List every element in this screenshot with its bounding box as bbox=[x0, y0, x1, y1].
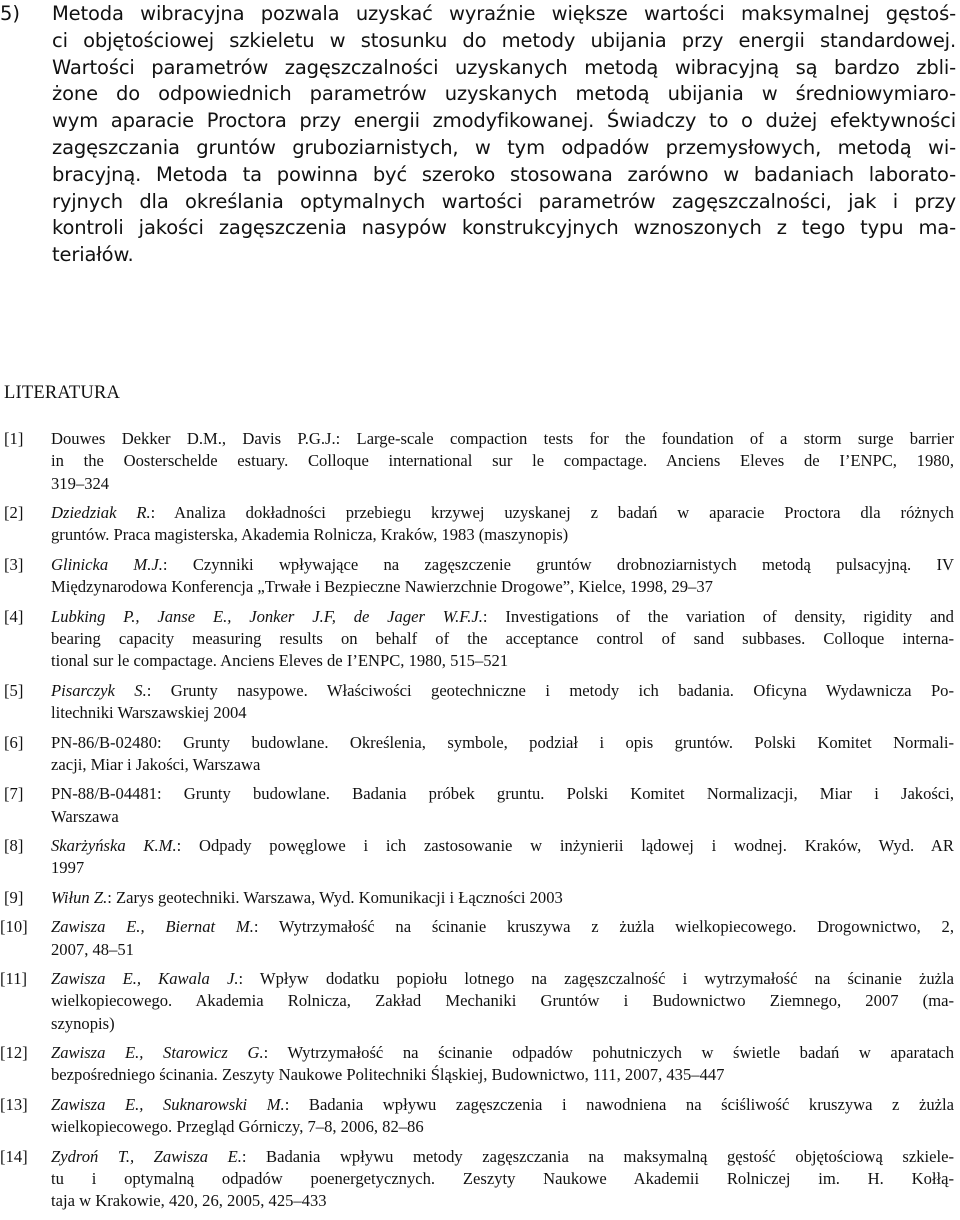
point-text bbox=[52, 1, 956, 269]
reference-text bbox=[51, 1146, 954, 1213]
reference-line-text: : Badania wpływu metody zagęszczania na maksymalną gęstość objętościową szkiele- bbox=[241, 1146, 954, 1166]
reference-item bbox=[0, 502, 960, 547]
reference-text bbox=[51, 887, 954, 909]
reference-author: Glinicka M.J. bbox=[51, 554, 163, 574]
reference-line-text: tu i optymalną odpadów poenergetycznych. Zeszyty Naukowe Akademii Rolniczej im. H. Kołłą- bbox=[51, 1169, 954, 1189]
reference-line-text: zacji, Miar i Jakości, Warszawa bbox=[51, 754, 261, 774]
reference-line-text: : Wpływ dodatku popiołu lotnego na zagęszczalność i wytrzymałość na ścinanie żużla bbox=[238, 969, 954, 989]
reference-line bbox=[51, 1042, 954, 1064]
reference-number: [2] bbox=[4, 503, 24, 523]
reference-line-text: litechniki Warszawskiej 2004 bbox=[51, 703, 247, 723]
reference-number: [11] bbox=[0, 969, 28, 989]
reference-line-text: wielkopiecowego. Przegląd Górniczy, 7–8, 2006, 82–86 bbox=[51, 1117, 424, 1137]
reference-line bbox=[51, 1013, 954, 1035]
reference-line bbox=[51, 732, 954, 754]
reference-line bbox=[51, 835, 954, 857]
reference-line bbox=[51, 606, 954, 628]
reference-line-text: : Wytrzymałość na ścinanie odpadów pohutniczych w świetle badań w aparatach bbox=[263, 1043, 954, 1063]
conclusion-point bbox=[0, 1, 960, 269]
reference-author: Douwes Dekker D.M., Davis P.G.J. bbox=[51, 429, 336, 448]
reference-number: [3] bbox=[4, 554, 24, 574]
reference-line-text: : Odpady powęglowe i ich zastosowanie w inżynierii lądowej i wodnej. Kraków, Wyd. AR bbox=[176, 836, 954, 856]
reference-number: [6] bbox=[4, 732, 24, 752]
reference-number: [1] bbox=[4, 429, 24, 448]
reference-line bbox=[51, 554, 954, 576]
reference-line bbox=[51, 702, 954, 724]
reference-line-text: Międzynarodowa Konferencja „Trwałe i Bezpieczne Nawierzchnie Drogowe”, Kielce, 1998, 29–37 bbox=[51, 577, 713, 597]
reference-line bbox=[51, 783, 954, 805]
reference-number: [8] bbox=[4, 836, 24, 856]
reference-author: Zawisza E., Suknarowski M. bbox=[51, 1094, 285, 1114]
reference-line-text: taja w Krakowie, 420, 26, 2005, 425–433 bbox=[51, 1191, 327, 1211]
reference-item bbox=[0, 1042, 960, 1087]
reference-item bbox=[0, 783, 960, 828]
reference-line bbox=[51, 650, 954, 672]
reference-line bbox=[51, 450, 954, 472]
reference-number: [5] bbox=[4, 680, 24, 700]
reference-text bbox=[51, 916, 954, 961]
point-number: 5) bbox=[0, 2, 21, 25]
reference-line bbox=[51, 1190, 954, 1212]
reference-line bbox=[51, 887, 954, 909]
reference-line-text: szynopis) bbox=[51, 1013, 115, 1033]
reference-line-text: gruntów. Praca magisterska, Akademia Rolnicza, Kraków, 1983 (maszynopis) bbox=[51, 525, 569, 545]
reference-author: Skarżyńska K.M. bbox=[51, 836, 177, 856]
reference-text bbox=[51, 732, 954, 777]
reference-line-text: : Zarys geotechniki. Warszawa, Wyd. Komunikacji i Łączności 2003 bbox=[107, 887, 563, 907]
reference-line-text: 2007, 48–51 bbox=[51, 939, 134, 959]
reference-line-text: 319–324 bbox=[51, 473, 110, 493]
reference-line-text: PN-86/B-02480: Grunty budowlane. Określenia, symbole, podział i opis gruntów. Polski Komitet Normali- bbox=[51, 732, 954, 752]
reference-text bbox=[51, 502, 954, 547]
reference-item bbox=[0, 887, 960, 909]
reference-line bbox=[51, 990, 954, 1012]
reference-text bbox=[51, 835, 954, 880]
reference-number: [13] bbox=[0, 1094, 28, 1114]
reference-line bbox=[51, 1064, 954, 1086]
point-line: Metoda wibracyjna pozwala uzyskać wyraźnie większe wartości maksymalnej gęstoś- bbox=[52, 2, 956, 25]
reference-item bbox=[0, 1094, 960, 1139]
reference-line-text: : Large-scale compaction tests for the foundation of a storm surge barrier bbox=[335, 429, 955, 448]
reference-author: Zawisza E., Starowicz G. bbox=[51, 1043, 264, 1063]
reference-item bbox=[0, 1146, 960, 1213]
point-line: bracyjną. Metoda ta powinna być szeroko stosowana zarówno w badaniach laborato- bbox=[52, 162, 956, 186]
reference-author: Zawisza E., Kawala J. bbox=[51, 969, 239, 989]
point-line: ryjnych dla określania optymalnych wartości parametrów zagęszczalności, jak i przy bbox=[52, 189, 956, 213]
reference-author: Lubking P., Janse E., Jonker J.F, de Jager W.F.J. bbox=[51, 606, 483, 626]
reference-text bbox=[51, 680, 954, 725]
reference-author: Zydroń T., Zawisza E. bbox=[51, 1146, 242, 1166]
reference-text bbox=[51, 968, 954, 1035]
reference-line bbox=[51, 428, 954, 450]
reference-line bbox=[51, 576, 954, 598]
reference-line bbox=[51, 754, 954, 776]
reference-item bbox=[0, 554, 960, 599]
reference-text bbox=[51, 428, 954, 495]
reference-number: [10] bbox=[0, 917, 28, 937]
reference-item bbox=[0, 968, 960, 1035]
reference-text bbox=[51, 1094, 954, 1139]
point-line: kontroli jakości zagęszczenia nasypów konstrukcyjnych wznoszonych z tego typu ma- bbox=[52, 216, 956, 240]
reference-item bbox=[0, 732, 960, 777]
reference-line bbox=[51, 1168, 954, 1190]
reference-author: Zawisza E., Biernat M. bbox=[51, 917, 254, 937]
reference-text bbox=[51, 1042, 954, 1087]
reference-line bbox=[51, 524, 954, 546]
reference-text bbox=[51, 554, 954, 599]
reference-line bbox=[51, 1116, 954, 1138]
reference-line bbox=[51, 939, 954, 961]
reference-author: Pisarczyk S. bbox=[51, 680, 147, 700]
literature-heading: LITERATURA bbox=[4, 383, 121, 403]
reference-line bbox=[51, 806, 954, 828]
reference-line-text: bezpośredniego ścinania. Zeszyty Naukowe Politechniki Śląskiej, Budownictwo, 111, 2007, 435–447 bbox=[51, 1065, 725, 1085]
reference-line-text: : Analiza dokładności przebiegu krzywej uzyskanej z badań w aparacie Proctora dla różnych bbox=[150, 503, 954, 523]
reference-line bbox=[51, 1094, 954, 1116]
reference-line bbox=[51, 502, 954, 524]
reference-line-text: tional sur le compactage. Anciens Eleves de I’ENPC, 1980, 515–521 bbox=[51, 651, 509, 671]
reference-line-text: in the Oosterschelde estuary. Colloque international sur le compactage. Anciens Eleves de I’ENPC, 1980, bbox=[51, 451, 954, 471]
point-line: teriałów. bbox=[52, 243, 134, 267]
reference-text bbox=[51, 783, 954, 828]
point-line: żone do odpowiednich parametrów uzyskanych metodą ubijania w średniowymiaro- bbox=[52, 82, 956, 106]
point-line: zagęszczania gruntów gruboziarnistych, w tym odpadów przemysłowych, metodą wi- bbox=[52, 135, 956, 159]
reference-item bbox=[0, 835, 960, 880]
reference-line bbox=[51, 857, 954, 879]
reference-author: Dziedziak R. bbox=[51, 503, 151, 523]
reference-item bbox=[0, 916, 960, 961]
reference-number: [7] bbox=[4, 784, 24, 804]
reference-line-text: PN-88/B-04481: Grunty budowlane. Badania próbek gruntu. Polski Komitet Normalizacji, Miar i Jakości, bbox=[51, 784, 954, 804]
reference-line-text: bearing capacity measuring results on behalf of the acceptance control of sand subbases. Colloque interna- bbox=[51, 628, 954, 648]
reference-line-text: : Czynniki wpływające na zagęszczenie gruntów drobnoziarnistych metodą pulsacyjną. IV bbox=[162, 554, 954, 574]
reference-list bbox=[0, 428, 960, 1220]
reference-line-text: : Badania wpływu zagęszczenia i nawodniena na ściśliwość kruszywa z żużla bbox=[284, 1094, 954, 1114]
reference-line bbox=[51, 1146, 954, 1168]
reference-line-text: : Investigations of the variation of density, rigidity and bbox=[482, 606, 954, 626]
reference-line bbox=[51, 916, 954, 938]
reference-line-text: wielkopiecowego. Akademia Rolnicza, Zakład Mechaniki Gruntów i Budownictwo Ziemnego, 2007 (ma- bbox=[51, 991, 954, 1011]
reference-line bbox=[51, 628, 954, 650]
point-line: Wartości parametrów zagęszczalności uzyskanych metodą wibracyjną są bardzo zbli- bbox=[52, 55, 956, 79]
reference-line-text: Warszawa bbox=[51, 806, 119, 826]
reference-line bbox=[51, 680, 954, 702]
reference-line bbox=[51, 473, 954, 495]
reference-number: [9] bbox=[4, 887, 24, 907]
reference-author: Wiłun Z. bbox=[51, 887, 108, 907]
reference-line-text: : Wytrzymałość na ścinanie kruszywa z żużla wielkopiecowego. Drogownictwo, 2, bbox=[253, 917, 954, 937]
point-line: ci objętościowej szkieletu w stosunku do metody ubijania przy energii standardowej. bbox=[52, 28, 956, 52]
reference-text bbox=[51, 606, 954, 673]
reference-number: [12] bbox=[0, 1043, 28, 1063]
reference-line bbox=[51, 968, 954, 990]
reference-item bbox=[0, 428, 960, 495]
reference-line-text: : Grunty nasypowe. Właściwości geotechniczne i metody ich badania. Oficyna Wydawnicza Po- bbox=[146, 680, 954, 700]
reference-item bbox=[0, 680, 960, 725]
reference-number: [14] bbox=[0, 1146, 28, 1166]
reference-line-text: 1997 bbox=[51, 858, 85, 878]
reference-number: [4] bbox=[4, 606, 24, 626]
point-line: wym aparacie Proctora przy energii zmodyfikowanej. Świadczy to o dużej efektywności bbox=[52, 109, 956, 133]
reference-item bbox=[0, 606, 960, 673]
